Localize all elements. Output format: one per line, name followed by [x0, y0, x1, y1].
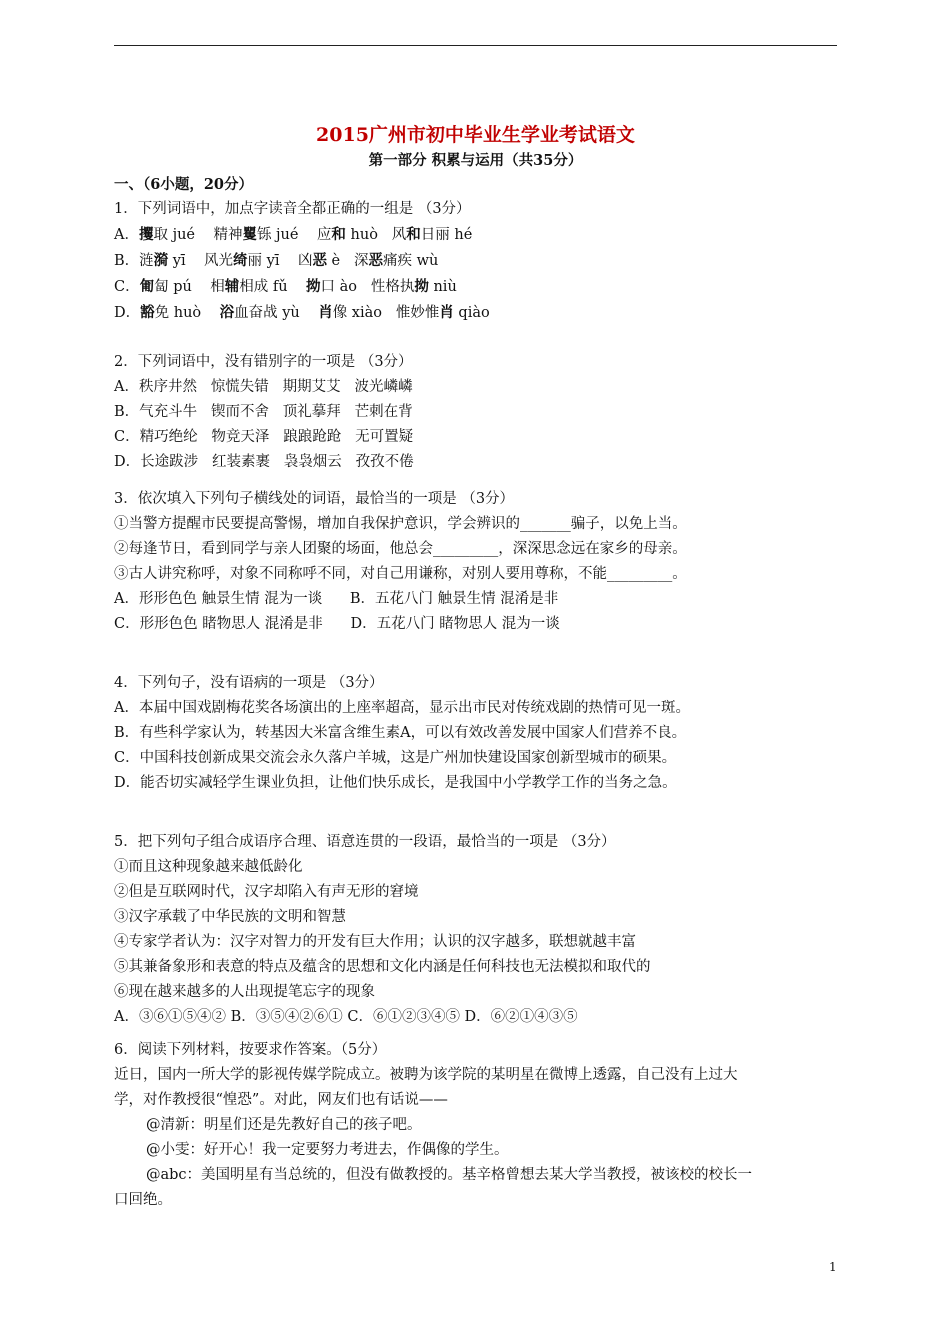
- option-label: B．: [114, 253, 140, 269]
- emphasized-char: 拗: [306, 278, 321, 295]
- emphasized-char: 肖: [439, 304, 454, 321]
- word-item: [140, 305, 201, 321]
- question-stem: 4．下列句子，没有语病的一项是 （3分）: [114, 675, 384, 691]
- option-cd: C．形形色色 睹物思人 混淆是非 D．五花八门 睹物思人 混为一谈: [114, 616, 560, 632]
- option-c: C．中国科技创新成果交流会永久落户羊城，这是广州加快建设国家创新型城市的硕果。: [114, 750, 677, 766]
- exam-title: 2015广州市初中毕业生学业考试语文: [316, 124, 635, 146]
- option-a: [114, 222, 837, 248]
- word-suffix: 痛疾 wù: [382, 253, 439, 269]
- word-suffix: qiào: [453, 305, 490, 321]
- word-item: [318, 305, 382, 321]
- word-suffix: 免 huò: [154, 305, 202, 321]
- netizen-comment: @清新：明星们还是先教好自己的孩子吧。: [146, 1117, 422, 1133]
- word-prefix: 风光: [204, 253, 234, 269]
- word-item: [371, 279, 457, 295]
- comment-tail: 口回绝。: [114, 1192, 172, 1208]
- emphasized-char: 矍: [242, 226, 257, 243]
- word-suffix: 相成 fǔ: [239, 279, 288, 295]
- option-d: D．能否切实减轻学生课业负担，让他们快乐成长，是我国中小学教学工作的当务之急。: [114, 775, 677, 791]
- word-prefix: 相: [210, 279, 225, 295]
- header-rule: [114, 45, 837, 46]
- option-a: A．秩序井然 惊慌失错 期期艾艾 波光嶙嶙: [114, 379, 413, 395]
- word-suffix: 丽 yī: [247, 253, 280, 269]
- part-subtitle: 第一部分 积累与运用（共35分）: [368, 152, 583, 169]
- sentence-1: ①当警方提醒市民要提高警惕，增加自我保护意识，学会辨识的_______骗子，以免上当。: [114, 516, 687, 532]
- word-suffix: yī: [168, 253, 186, 269]
- option-b: B．气充斗牛 锲而不舍 顶礼摹拜 芒刺在背: [114, 404, 413, 420]
- word-suffix: 日丽 hé: [420, 227, 473, 243]
- word-prefix: 凶: [297, 253, 313, 269]
- word-suffix: è: [326, 253, 341, 269]
- word-item: [396, 305, 490, 321]
- option-a: A．本届中国戏剧梅花奖各场演出的上座率超高，显示出市民对传统戏剧的热情可见一斑。: [114, 700, 690, 716]
- sentence-3: ③古人讲究称呼，对象不同称呼不同，对自己用谦称，对别人要用尊称，不能_________。: [114, 566, 687, 582]
- emphasized-char: 豁: [140, 304, 155, 321]
- option-d: D．长途跋涉 红装素裹 袅袅烟云 孜孜不倦: [114, 454, 414, 470]
- netizen-comment: @abc：美国明星有当总统的，但没有做教授的。基辛格曾想去某大学当教授，被该校的校长一: [146, 1167, 753, 1183]
- emphasized-char: 恶: [368, 252, 383, 269]
- sentence-6: ⑥现在越来越多的人出现提笔忘字的现象: [114, 984, 375, 1000]
- emphasized-char: 拗: [414, 278, 429, 295]
- word-item: [298, 253, 340, 269]
- question-stem: 6．阅读下列材料，按要求作答案。（5分）: [114, 1042, 387, 1058]
- emphasized-char: 浴: [219, 304, 235, 321]
- emphasized-char: 匍: [139, 278, 155, 295]
- word-prefix: 深: [353, 253, 369, 269]
- emphasized-char: 和: [331, 226, 346, 243]
- word-item: [317, 227, 378, 243]
- word-suffix: 铄 jué: [256, 227, 299, 243]
- word-item: [306, 279, 357, 295]
- word-prefix: 风: [391, 227, 407, 243]
- sentence-5: ⑤其兼备象形和表意的特点及蕴含的思想和文化内涵是任何科技也无法模拟和取代的: [114, 959, 651, 975]
- question-6: [114, 1038, 837, 1213]
- question-stem: 3．依次填入下列句子横线处的词语，最恰当的一项是 （3分）: [114, 491, 515, 507]
- emphasized-char: 恶: [312, 252, 327, 269]
- sentence-4: ④专家学者认为：汉字对智力的开发有巨大作用；认识的汉字越多，联想就越丰富: [114, 934, 636, 950]
- word-prefix: 性格执: [370, 279, 415, 295]
- word-item: [140, 279, 192, 295]
- word-item: [204, 253, 279, 269]
- word-suffix: 取 jué: [153, 227, 196, 243]
- emphasized-char: 攫: [138, 226, 154, 243]
- emphasized-char: 漪: [153, 252, 169, 269]
- question-3: [114, 487, 837, 637]
- word-suffix: 匐 pú: [154, 279, 192, 295]
- word-item: [392, 227, 473, 243]
- option-ab: A．形形色色 触景生情 混为一谈 B．五花八门 触景生情 混淆是非: [114, 591, 559, 607]
- option-label: A．: [114, 227, 139, 243]
- sentence-1: ①而且这种现象越来越低龄化: [114, 859, 303, 875]
- answer-options: A．③⑥①⑤④② B．③⑤④②⑥① C．⑥①②③④⑤ D．⑥②①④③⑤: [114, 1009, 578, 1025]
- word-item: [210, 279, 287, 295]
- option-label: C．: [114, 279, 140, 295]
- word-suffix: 血奋战 yù: [234, 305, 300, 321]
- option-b: B．有些科学家认为，转基因大米富含维生素A，可以有效改善发展中国家人们营养不良。: [114, 725, 687, 741]
- option-d: [114, 300, 837, 326]
- word-item: [213, 227, 298, 243]
- material-paragraph: 近日，国内一所大学的影视传媒学院成立。被聘为该学院的某明星在微博上透露，自己没有上过大: [114, 1067, 738, 1083]
- question-stem: 1．下列词语中，加点字读音全都正确的一组是 （3分）: [114, 201, 471, 217]
- question-1: [114, 197, 837, 326]
- option-c: [114, 274, 837, 300]
- emphasized-char: 和: [406, 226, 421, 243]
- sentence-2: ②每逢节日，看到同学与亲人团聚的场面，他总会_________，深深思念远在家乡的母亲。: [114, 541, 687, 557]
- section-heading: 一、（6小题，20分）: [114, 176, 254, 193]
- word-item: [139, 253, 185, 269]
- option-label: D．: [114, 305, 141, 321]
- emphasized-char: 绮: [233, 252, 248, 269]
- question-5: [114, 830, 837, 1030]
- word-prefix: 涟: [139, 253, 154, 269]
- word-prefix: 精神: [213, 227, 243, 243]
- word-item: [139, 227, 195, 243]
- question-stem: 2．下列词语中，没有错别字的一项是 （3分）: [114, 354, 413, 370]
- exam-page: [114, 120, 837, 1213]
- option-c: C．精巧绝纶 物竞天泽 踉踉跄跄 无可置疑: [114, 429, 414, 445]
- word-prefix: 应: [316, 227, 332, 243]
- emphasized-char: 肖: [318, 304, 333, 321]
- emphasized-char: 辅: [224, 278, 240, 295]
- q1-options: [114, 222, 837, 326]
- word-prefix: 惟妙惟: [395, 305, 440, 321]
- word-suffix: 像 xiào: [332, 305, 382, 321]
- question-2: [114, 350, 837, 475]
- word-item: [354, 253, 438, 269]
- material-paragraph-cont: 学，对作教授很“惶恐”。对此，网友们也有话说——: [114, 1092, 448, 1108]
- word-item: [220, 305, 300, 321]
- sentence-3: ③汉字承载了中华民族的文明和智慧: [114, 909, 346, 925]
- word-suffix: 口 ào: [320, 279, 358, 295]
- word-suffix: huò: [345, 227, 378, 243]
- page-number: 1: [829, 1260, 837, 1274]
- sentence-2: ②但是互联网时代，汉字却陷入有声无形的窘境: [114, 884, 419, 900]
- netizen-comment: @小雯：好开心！我一定要努力考进去，作偶像的学生。: [146, 1142, 509, 1158]
- question-stem: 5．把下列句子组合成语序合理、语意连贯的一段语，最恰当的一项是 （3分）: [114, 834, 616, 850]
- word-suffix: niù: [428, 279, 457, 295]
- option-b: [114, 248, 837, 274]
- question-4: [114, 671, 837, 796]
